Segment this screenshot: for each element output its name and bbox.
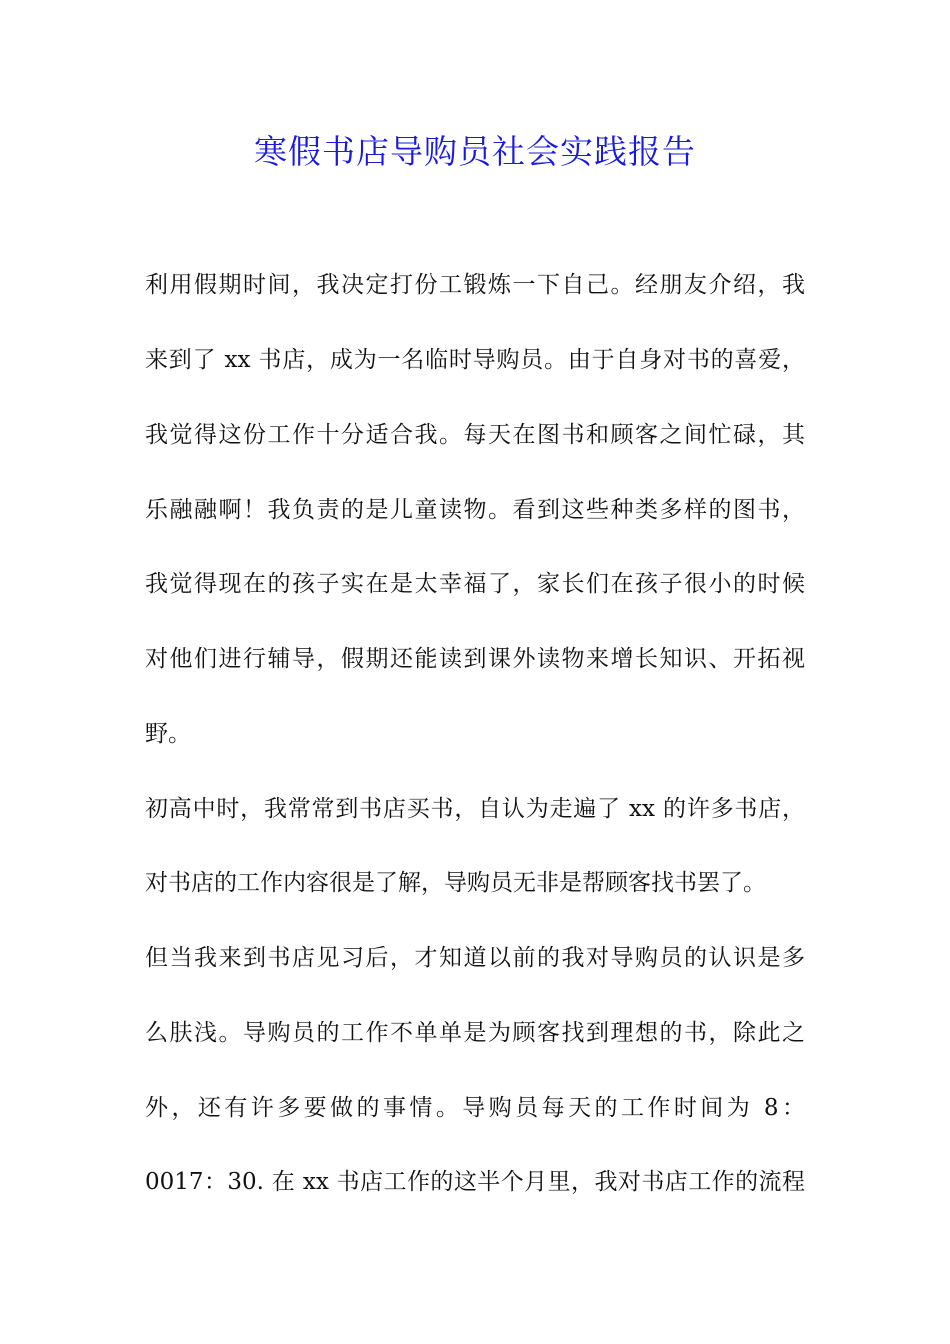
paragraph-line: 我觉得这份工作十分适合我。每天在图书和顾客之间忙碌，其	[145, 422, 805, 448]
paragraph-line: 0017：30. 在 xx 书店工作的这半个月里，我对书店工作的流程	[145, 1169, 805, 1195]
paragraph-line: 对书店的工作内容很是了解，导购员无非是帮顾客找书罢了。	[145, 870, 766, 896]
paragraph-line: 但当我来到书店见习后，才知道以前的我对导购员的认识是多	[145, 945, 805, 971]
paragraph-line: 野。	[145, 721, 191, 747]
paragraph-line: 初高中时，我常常到书店买书，自认为走遍了 xx 的许多书店，	[145, 796, 805, 822]
document-title: 寒假书店导购员社会实践报告	[254, 132, 696, 171]
paragraph-line: 来到了 xx 书店，成为一名临时导购员。由于自身对书的喜爱，	[145, 347, 805, 373]
paragraph-line: 么肤浅。导购员的工作不单单是为顾客找到理想的书，除此之	[145, 1020, 805, 1046]
paragraph-line: 外，还有许多要做的事情。导购员每天的工作时间为 8：	[145, 1095, 805, 1121]
paragraph-line: 我觉得现在的孩子实在是太幸福了，家长们在孩子很小的时候	[145, 571, 805, 597]
paragraph-line: 对他们进行辅导，假期还能读到课外读物来增长知识、开拓视	[145, 646, 805, 672]
paragraph-line: 利用假期时间，我决定打份工锻炼一下自己。经朋友介绍，我	[145, 272, 805, 298]
paragraph-line: 乐融融啊！我负责的是儿童读物。看到这些种类多样的图书，	[145, 497, 805, 523]
